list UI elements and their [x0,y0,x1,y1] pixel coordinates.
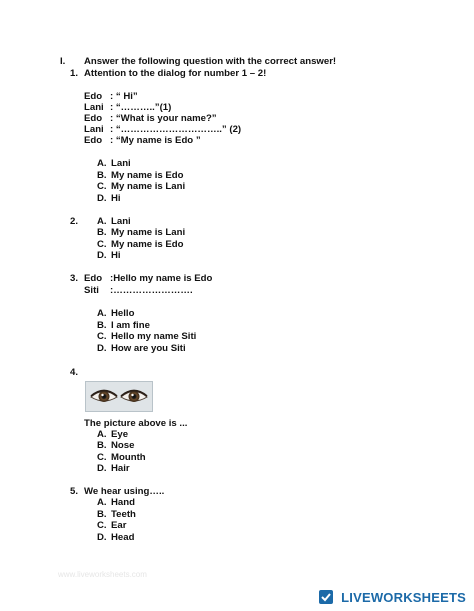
watermark: www.liveworksheets.com [58,570,147,579]
q5-option-b[interactable]: B. Teeth [97,509,136,520]
q5-option-d[interactable]: D. Head [97,532,135,543]
q1-option-c[interactable]: C. My name is Lani [97,181,186,192]
q2-number: 2. [70,216,79,227]
q1-option-b[interactable]: B. My name is Edo [97,170,184,181]
q1-option-a[interactable]: A. Lani [97,158,131,169]
q4-option-a[interactable]: A. Eye [97,429,129,440]
q2-option-b[interactable]: B. My name is Lani [97,227,186,238]
q1-number: 1. [70,68,79,79]
q2-option-c[interactable]: C. My name is Edo [97,239,184,250]
section-instruction: Answer the following question with the correct answer! [84,56,337,67]
q5-option-c[interactable]: C. Ear [97,520,127,531]
q1-option-d[interactable]: D. Hi [97,193,121,204]
q3-option-d[interactable]: D. How are you Siti [97,343,186,354]
q3-option-a[interactable]: A. Hello [97,308,135,319]
q3-dialog-line: Siti :……………………. [84,285,193,296]
q4-option-d[interactable]: D. Hair [97,463,130,474]
brand-name[interactable]: LIVEWORKSHEETS [341,590,466,605]
q2-option-d[interactable]: D. Hi [97,250,121,261]
eyes-icon [86,382,152,411]
liveworksheets-logo-icon [319,590,333,604]
q3-option-b[interactable]: B. I am fine [97,320,150,331]
q1-dialog-line: Edo : “My name is Edo ” [84,135,201,146]
q1-text: Attention to the dialog for number 1 – 2! [84,68,267,79]
q1-dialog-line: Edo : “ Hi” [84,91,138,102]
q2-option-a[interactable]: A. Lani [97,216,131,227]
q5-text: We hear using….. [84,486,165,497]
q5-option-a[interactable]: A. Hand [97,497,135,508]
section-numeral: I. [60,56,66,67]
q4-option-c[interactable]: C. Mounth [97,452,146,463]
eyes-picture [85,381,153,412]
q4-number: 4. [70,367,79,378]
q3-option-c[interactable]: C. Hello my name Siti [97,331,197,342]
q3-number: 3. [70,273,79,284]
q3-dialog-line: Edo :Hello my name is Edo [84,273,213,284]
q1-dialog-line: Lani : “…………………………..” (2) [84,124,242,135]
q4-option-b[interactable]: B. Nose [97,440,135,451]
q1-dialog-line: Lani : “………..”(1) [84,102,172,113]
q4-text: The picture above is ... [84,418,188,429]
q1-dialog-line: Edo : “What is your name?” [84,113,217,124]
q5-number: 5. [70,486,79,497]
